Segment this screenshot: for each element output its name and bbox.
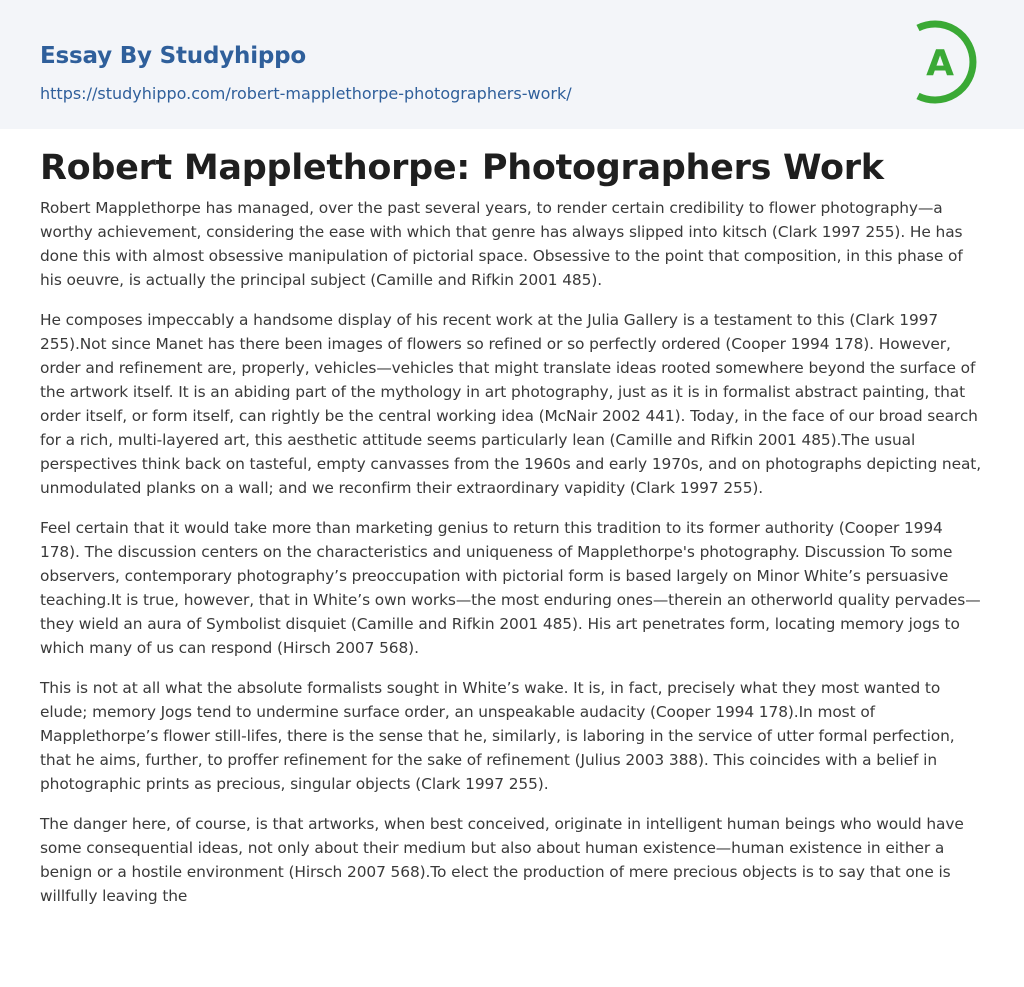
article-paragraph: This is not at all what the absolute formalists sought in White’s wake. It is, in fact, precisely what they most wanted to elude; memory Jogs tend to undermine surface order, an unspeakable audacity (Cooper 1994 178).In most of Mapplethorpe’s flower still-lifes, there is the sense that he, similarly, is laboring in the service of utter formal perfection, that he aims, further, to proffer refinement for the sake of refinement (Julius 2003 388). This coincides with a belief in photographic prints as precious, singular objects (Clark 1997 255). — [40, 679, 955, 793]
studyhippo-logo-icon[interactable] — [912, 20, 986, 104]
article-paragraph: The danger here, of course, is that artworks, when best conceived, originate in intelligent human beings who would have some consequential ideas, not only about their medium but also about human existence—human existence in either a benign or a hostile environment (Hirsch 2007 568).To elect the production of mere precious objects is to say that one is willfully leaving the — [40, 815, 964, 905]
article-paragraph: Feel certain that it would take more than marketing genius to return this tradition to its former authority (Cooper 1994 178). The discussion centers on the characteristics and uniqueness of Mapplethorpe's photography. Discussion To some observers, contemporary photography’s preoccupation with pictorial form is based largely on Minor White’s persuasive teaching.It is true, however, that in White’s own works—the most enduring ones—therein an otherworld quality pervades— they wield an aura of Symbolist disquiet (Camille and Rifkin 2001 485). His art penetrates form, locating memory jogs to which many of us can respond (Hirsch 2007 568). — [40, 519, 981, 657]
article-paragraph: Robert Mapplethorpe has managed, over the past several years, to render certain credibility to flower photography—a worthy achievement, considering the ease with which that genre has always slipped into kitsch (Clark 1997 255). He has done this with almost obsessive manipulation of pictorial space. Obsessive to the point that composition, in this phase of his oeuvre, is actually the principal subject (Camille and Rifkin 2001 485). — [40, 199, 963, 289]
article-url-link[interactable]: https://studyhippo.com/robert-mapplethorpe-photographers-work/ — [40, 84, 572, 103]
article-title: Robert Mapplethorpe: Photographers Work — [40, 148, 884, 188]
logo-letter: A — [926, 43, 954, 84]
article-content — [40, 146, 984, 924]
site-header — [0, 0, 1024, 129]
site-brand[interactable]: Essay By Studyhippo — [40, 43, 307, 69]
article-paragraph: He composes impeccably a handsome display of his recent work at the Julia Gallery is a testament to this (Clark 1997 255).Not since Manet has there been images of flowers so refined or so perfectly ordered (Cooper 1994 178). However, order and refinement are, properly, vehicles—vehicles that might translate ideas rooted somewhere beyond the surface of the artwork itself. It is an abiding part of the mythology in art photography, just as it is in formalist abstract painting, that order itself, or form itself, can rightly be the central working idea (McNair 2002 441). Today, in the face of our broad search for a rich, multi-layered art, this aesthetic attitude seems particularly lean (Camille and Rifkin 2001 485).The usual perspectives think back on tasteful, empty canvasses from the 1960s and early 1970s, and on photographs depicting neat, unmodulated planks on a wall; and we reconfirm their extraordinary vapidity (Clark 1997 255). — [40, 311, 982, 497]
